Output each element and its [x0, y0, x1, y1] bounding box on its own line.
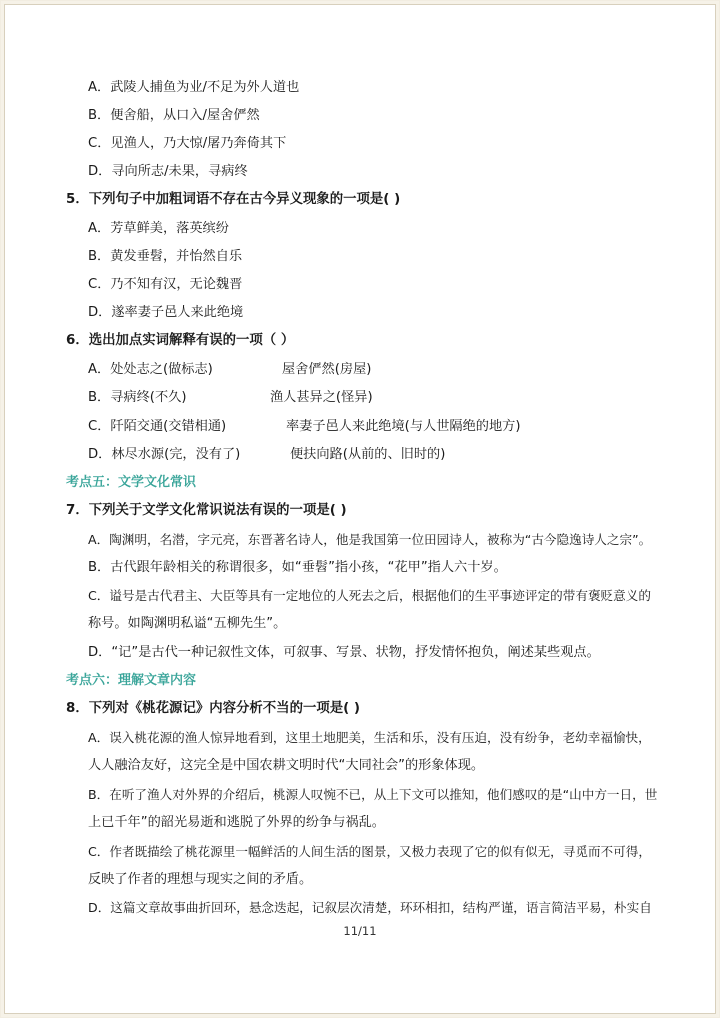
q4-option-b: B．便舍船，从口入/屋舍俨然 — [88, 108, 260, 123]
q4-option-a: A．武陵人捕鱼为业/不足为外人道也 — [88, 80, 300, 95]
q4-option-d: D．寻向所志/未果，寻病终 — [88, 164, 248, 179]
q5-stem: 5．下列句子中加粗词语不存在古今异义现象的一项是( ) — [66, 192, 401, 207]
q8-option-b-cont: 上已千年”的韶光易逝和逃脱了外界的纷争与祸乱。 — [88, 815, 385, 830]
q5-option-d: D．遂率妻子邑人来此绝境 — [88, 305, 244, 320]
q8-stem: 8．下列对《桃花源记》内容分析不当的一项是( ) — [66, 701, 361, 716]
q7-option-a: A．陶渊明，名潜，字元亮，东晋著名诗人，他是我国第一位田园诗人，被称为“古今隐逸诗人之宗”。 — [88, 532, 652, 547]
q7-option-b: B．古代跟年龄相关的称谓很多，如“垂髫”指小孩，“花甲”指人六十岁。 — [88, 560, 507, 575]
q6-option-c-left: C．阡陌交通(交错相通) — [88, 419, 227, 434]
q8-option-d: D．这篇文章故事曲折回环，悬念迭起，记叙层次清楚，环环相扣，结构严谨，语言简洁平易，朴实自 — [88, 900, 652, 915]
q6-option-d-right: 便扶向路(从前的、旧时的) — [290, 447, 446, 462]
q5-option-b: B．黄发垂髫，并怡然自乐 — [88, 249, 243, 264]
q6-option-a-left: A．处处志之(做标志) — [88, 362, 213, 377]
q8-option-b: B．在听了渔人对外界的介绍后，桃源人叹惋不已，从上下文可以推知，他们感叹的是“山中方一日，世 — [88, 787, 658, 802]
q6-stem: 6．选出加点实词解释有误的一项（ ） — [66, 333, 295, 348]
topic-five-heading: 考点五：文学文化常识 — [66, 475, 197, 490]
q7-option-c-cont: 称号。如陶渊明私谥“五柳先生”。 — [88, 616, 287, 631]
q8-option-c: C．作者既描绘了桃花源里一幅鲜活的人间生活的图景，又极力表现了它的似有似无，寻觅而不可得， — [88, 844, 651, 859]
q5-option-a: A．芳草鲜美，落英缤纷 — [88, 221, 229, 236]
q4-option-c: C．见渔人，乃大惊/屠乃奔倚其下 — [88, 136, 287, 151]
page-number: 11/11 — [343, 924, 377, 938]
q6-option-c-right: 率妻子邑人来此绝境(与人世隔绝的地方) — [286, 419, 521, 434]
q7-option-c: C．谥号是古代君主、大臣等具有一定地位的人死去之后，根据他们的生平事迹评定的带有褒贬意义的 — [88, 588, 651, 603]
q8-option-a: A．误入桃花源的渔人惊异地看到，这里土地肥美，生活和乐，没有压迫，没有纷争，老幼幸福愉快， — [88, 730, 651, 745]
q7-option-d: D．“记”是古代一种记叙性文体，可叙事、写景、状物，抒发情怀抱负，阐述某些观点。 — [88, 645, 600, 660]
q6-option-a-right: 屋舍俨然(房屋) — [282, 362, 372, 377]
q7-stem: 7．下列关于文学文化常识说法有误的一项是( ) — [66, 503, 347, 518]
q6-option-d-left: D．林尽水源(完，没有了) — [88, 447, 241, 462]
topic-six-heading: 考点六：理解文章内容 — [66, 673, 197, 688]
q8-option-c-cont: 反映了作者的理想与现实之间的矛盾。 — [88, 872, 313, 887]
q6-option-b-right: 渔人甚异之(怪异) — [270, 390, 373, 405]
q6-option-b-left: B．寻病终(不久) — [88, 390, 187, 405]
q5-option-c: C．乃不知有汉，无论魏晋 — [88, 277, 243, 292]
q8-option-a-cont: 人人融洽友好，这完全是中国农耕文明时代“大同社会”的形象体现。 — [88, 758, 485, 773]
